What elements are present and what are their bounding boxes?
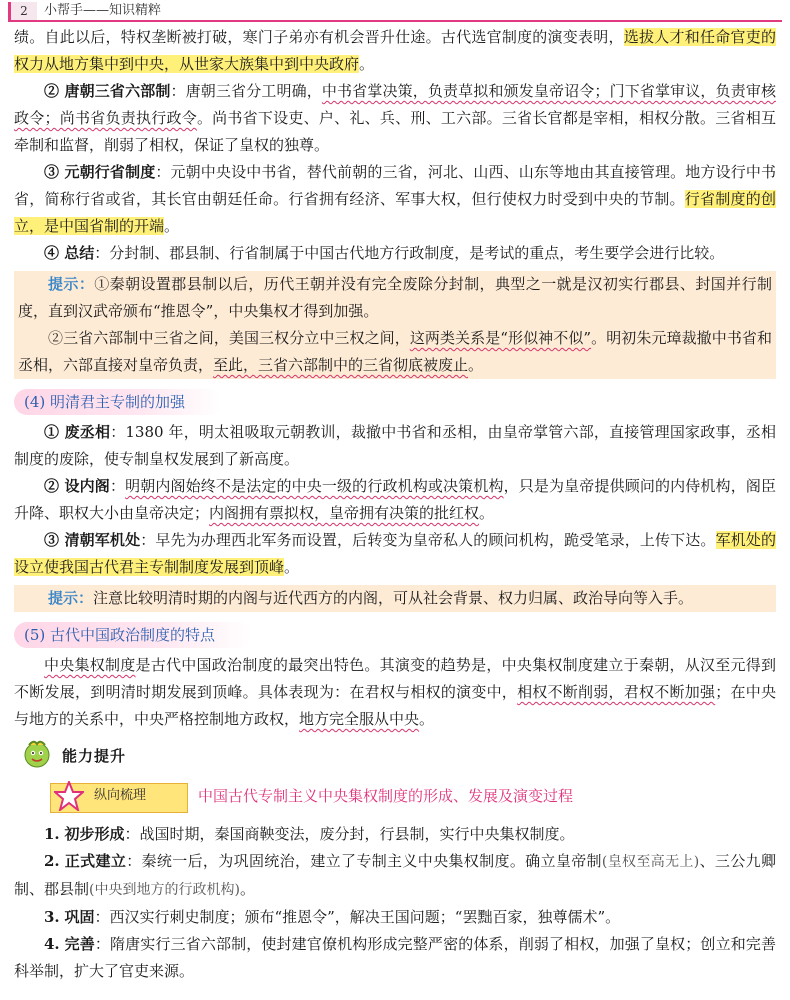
text: ： [109,477,126,495]
text: 。 [164,217,180,235]
text: 绩。自此以后，特权垄断被打破，寒门子弟亦有机会晋升仕途。古代选官制度的演变表明， [14,28,624,46]
item-heading: ③ 清朝军机处 [44,531,141,549]
list-item [14,848,776,904]
star-icon [54,781,84,811]
tip-para [18,585,772,612]
tip-box-1 [14,271,776,379]
item-heading: ③ 元朝行省制度 [44,163,156,181]
vertical-label: 纵向梳理 [94,788,147,803]
item-heading: 完善 [64,935,95,953]
text: ①秦朝设置郡县制以后，历代王朝并没有完全废除分封制，典型之一就是汉初实行郡县、封国并行制度，直到汉武帝颁布“推恩令”，中央集权才得到加强。 [18,275,772,320]
paragraph-abolish-chancellor [14,419,776,473]
text: 。 [419,710,435,728]
item-number: 4. [44,935,60,953]
list-item [14,821,776,848]
text: ②三省六部制中三省之间，美国三权分立中三权之间， [48,329,410,347]
underlined-text: 相权不断削弱，君权不断加强 [517,683,716,701]
text: ：秦统一后，为巩固统治，建立了专制主义中央集权制度。确立皇帝制 [126,852,602,870]
header-rule [8,20,782,22]
text: 。 [239,880,255,898]
underlined-text: 中书省掌决策，负责草拟和颁发皇帝诏令；门下省掌审议，负责审核政令；尚书省负责执行政令 [14,82,776,127]
header-title: 小帮手——知识精粹 [44,3,162,18]
paragraph-exam-evolution [14,24,776,78]
underlined-text: 内阁拥有票拟权，皇帝拥有决策的批红权 [209,504,480,522]
text: 。 [359,55,375,73]
text: ：隋唐实行三省六部制，使封建官僚机构形成完整严密的体系，削弱了相权，加强了皇权；创立和完善科举制，扩大了官吏来源。 [14,935,776,980]
text: ：1380 年，明太祖吸取元朝教训，裁撤中书省和丞相，由皇帝掌管六部，直接管理国家政事，丞相制度的废除，使专制皇权发展到了新高度。 [14,423,776,468]
highlight-text: 行省制度的创立，是中国省制的开端 [14,190,776,235]
ability-section-header [14,737,776,773]
item-heading: ② 设内阁 [44,477,110,495]
list-item [14,931,776,985]
text: ：早先为办理西北军务而设置，后转变为皇帝私人的顾问机构，跪受笔录，上传下达。 [140,531,716,549]
text: ：唐朝三省分工明确， [170,82,322,100]
underlined-text: 中央集权制度 [44,656,136,674]
text: ：西汉实行刺史制度；颁布“推恩令”，解决王国问题；“罢黜百家，独尊儒术”。 [94,908,621,926]
vertical-title: 中国古代专制主义中央集权制度的形成、发展及演变过程 [198,787,574,805]
paragraph-summary [14,240,776,267]
text: 。 [479,504,495,522]
highlight-text: 军机处的设立使我国古代君主专制制度发展到顶峰 [14,531,776,576]
paragraph-yuan-province [14,159,776,240]
vertical-review-banner [14,781,776,813]
item-number: 2. [44,852,60,870]
paragraph-grand-council [14,527,776,581]
parenthetical-note: (皇权至高无上) [601,854,700,870]
highlight-text: 选拔人才和任命官吏的权力从地方集中到中央，从世家大族集中到中央政府 [14,28,776,73]
tip-label: 提示： [48,589,94,607]
item-heading: 巩固 [64,908,95,926]
underlined-text: 至此，三省六部制中的三省彻底被废止 [213,356,469,374]
underlined-text: 明朝内阁始终不是法定的中央一级的行政机构或决策机构 [125,477,504,495]
ability-title: 能力提升 [62,747,127,765]
mascot-icon [20,737,54,771]
text: ；在中央与地方的关系中，中央严格控制地方政权， [14,683,776,728]
text: 。 [468,356,484,374]
item-heading: ② 唐朝三省六部制 [44,82,171,100]
paragraph-cabinet [14,473,776,527]
page-number: 2 [8,2,37,20]
paragraph-tang-system [14,78,776,159]
text: ：元朝中央设中书省，替代前朝的三省，河北、山西、山东等地由其直接管理。地方设行中书省，简称行省或省，其长官由朝廷任命。行省拥有经济、军事大权，但行使权力时受到中央的节制。 [14,163,776,208]
tip-para [18,271,772,325]
text: 。尚书省下设吏、户、礼、兵、刑、工六部。三省长官都是宰相，相权分散。三省相互牵制和监督，削弱了相权，保证了皇权的独尊。 [14,109,776,154]
item-number: 3. [44,908,60,926]
text: 注意比较明清时期的内阁与近代西方的内阁，可从社会背景、权力归属、政治导向等入手。 [93,589,694,607]
item-heading: 正式建立 [64,852,127,870]
tip-label: 提示： [48,275,95,293]
text: 。明初朱元璋裁撤中书省和丞相，六部直接对皇帝负责， [18,329,772,374]
item-number: 1. [44,825,60,843]
section-heading-4: (4) 明清君主专制的加强 [14,389,221,415]
underlined-text: 地方完全服从中央 [299,710,420,728]
underlined-text: 这两类关系是“形似神不似” [409,329,592,347]
item-heading: 初步形成 [64,825,125,843]
item-heading: ④ 总结 [44,244,95,262]
tip-para [18,325,772,379]
parenthetical-note: (中央到地方的行政机构) [89,882,240,898]
text: ：分封制、郡县制、行省制属于中国古代地方行政制度，是考试的重点，考生要学会进行比较。 [94,244,725,262]
paragraph-features [14,652,776,733]
tip-box-2 [14,585,776,612]
text: 。 [284,558,300,576]
item-heading: ① 废丞相 [44,423,111,441]
text: ：战国时期，秦国商鞅变法，废分封，行县制，实行中央集权制度。 [124,825,575,843]
list-item [14,904,776,931]
section-heading-5: (5) 古代中国政治制度的特点 [14,622,251,648]
text: 是古代中国政治制度的最突出特色。其演变的趋势是，中央集权制度建立于秦朝，从汉至元得到不断发展，到明清时期发展到顶峰。具体表现为：在君权与相权的演变中， [14,656,776,701]
page-content [14,24,776,985]
text: ，只是为皇帝提供顾问的内侍机构，阁臣升降、职权大小由皇帝决定； [14,477,776,522]
text: 、三公九卿制、郡县制 [14,852,776,898]
